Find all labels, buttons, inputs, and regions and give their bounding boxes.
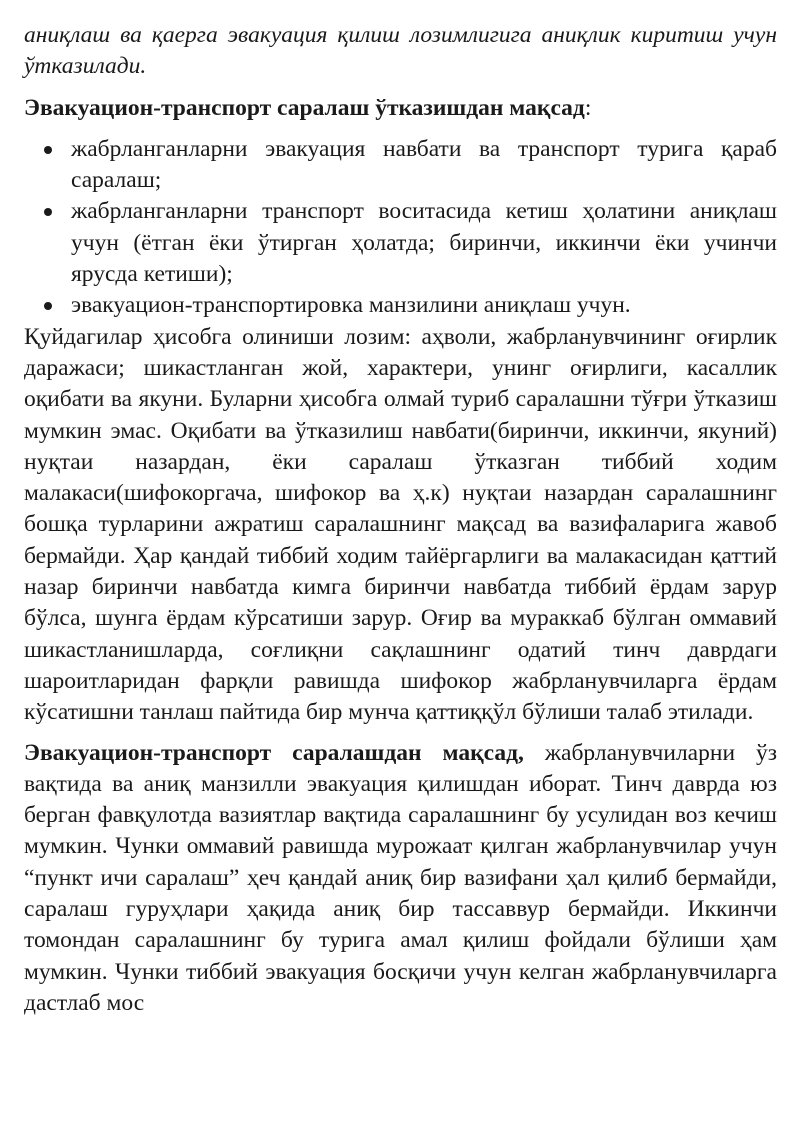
body-paragraph-2 xyxy=(24,738,777,1020)
bullet-dot-icon xyxy=(44,146,52,154)
section-heading-colon: : xyxy=(584,94,592,121)
body-paragraph: Қуйдагилар ҳисобга олиниши лозим: аҳволи, жабрланувчининг оғирлик даражаси; шикастланган жой, характери, унинг оғирлиги, касаллик оқибати ва якуни. Буларни ҳисобга олмай туриб саралашни тўғри ўтказиш мумкин эмас. Оқибати ва ўтказилиш навбати(биринчи, иккинчи, якуний) нуқтаи назардан, ёки саралаш ўтказган тиббий ходим малакаси(шифокоргача, шифокор ва ҳ.к) нуқтаи назардан саралашнинг бошқа турларини ажратиш саралашнинг мақсад ва вазифаларига жавоб бермайди. Ҳар қандай тиббий ходим тайёргарлиги ва малакасидан қаттий назар биринчи навбатда кимга биринчи навбатда тиббий ёрдам зарур бўлса, шунга ёрдам кўрсатиши зарур. Оғир ва мураккаб бўлган оммавий шикастланишларда, соғлиқни сақлашнинг одатий тинч даврдаги шароитларидан фарқли равишда шифокор жабрланувчиларга ёрдам кўсатишни танлаш пайтида бир мунча қаттиққўл бўлиши талаб этилади. xyxy=(24,323,777,726)
document-page xyxy=(24,20,777,1019)
bullet-text: жабрланганларни эвакуация навбати ва транспорт турига қараб саралаш; xyxy=(71,135,777,194)
bullet-dot-icon xyxy=(44,302,52,310)
intro-italic-text: аниқлаш ва қаерга эвакуация қилиш лозимлигига аниқлик киритиш учун ўтказилади. xyxy=(24,22,777,80)
paragraph-text: жабрланувчиларни ўз вақтида ва аниқ манзилли эвакуация қилишдан иборат. Тинч даврда юз берган фавқулотда вазиятлар вақтида саралашнинг бу усулидан воз кечиш мумкин. Чунки оммавий равишда мурожаат қилган жабрланувчилар учун “пункт ичи саралаш” ҳеч қандай аниқ бир вазифани ҳал қилиб бермайди, саралаш гуруҳлари ҳақида аниқ бир тассаввур бермайди. Иккинчи томондан саралашнинг бу турига амал қилиш фойдали бўлиши ҳам мумкин. Чунки тиббий эвакуация босқичи учун келган жабрланувчиларга дастлаб мос xyxy=(24,739,777,1016)
bullet-item xyxy=(24,196,777,290)
paragraph-bold-lead: Эвакуацион-транспорт саралашдан мақсад, xyxy=(24,739,524,766)
bullet-text: жабрланганларни транспорт воситасида кетиш ҳолатини аниқлаш учун (ётган ёки ўтирган ҳолатда; биринчи, иккинчи ёки учинчи ярусда кетиши); xyxy=(71,198,777,288)
section-heading-text: Эвакуацион-транспорт саралаш ўтказишдан мақсад xyxy=(24,94,585,121)
section-heading xyxy=(24,93,777,124)
bullet-item xyxy=(24,134,777,197)
goals-bullet-list xyxy=(24,134,777,322)
bullet-text: эвакуацион-транспортировка манзилини аниқлаш учун. xyxy=(71,292,631,319)
bullet-item xyxy=(24,290,777,321)
bullet-dot-icon xyxy=(44,208,52,216)
